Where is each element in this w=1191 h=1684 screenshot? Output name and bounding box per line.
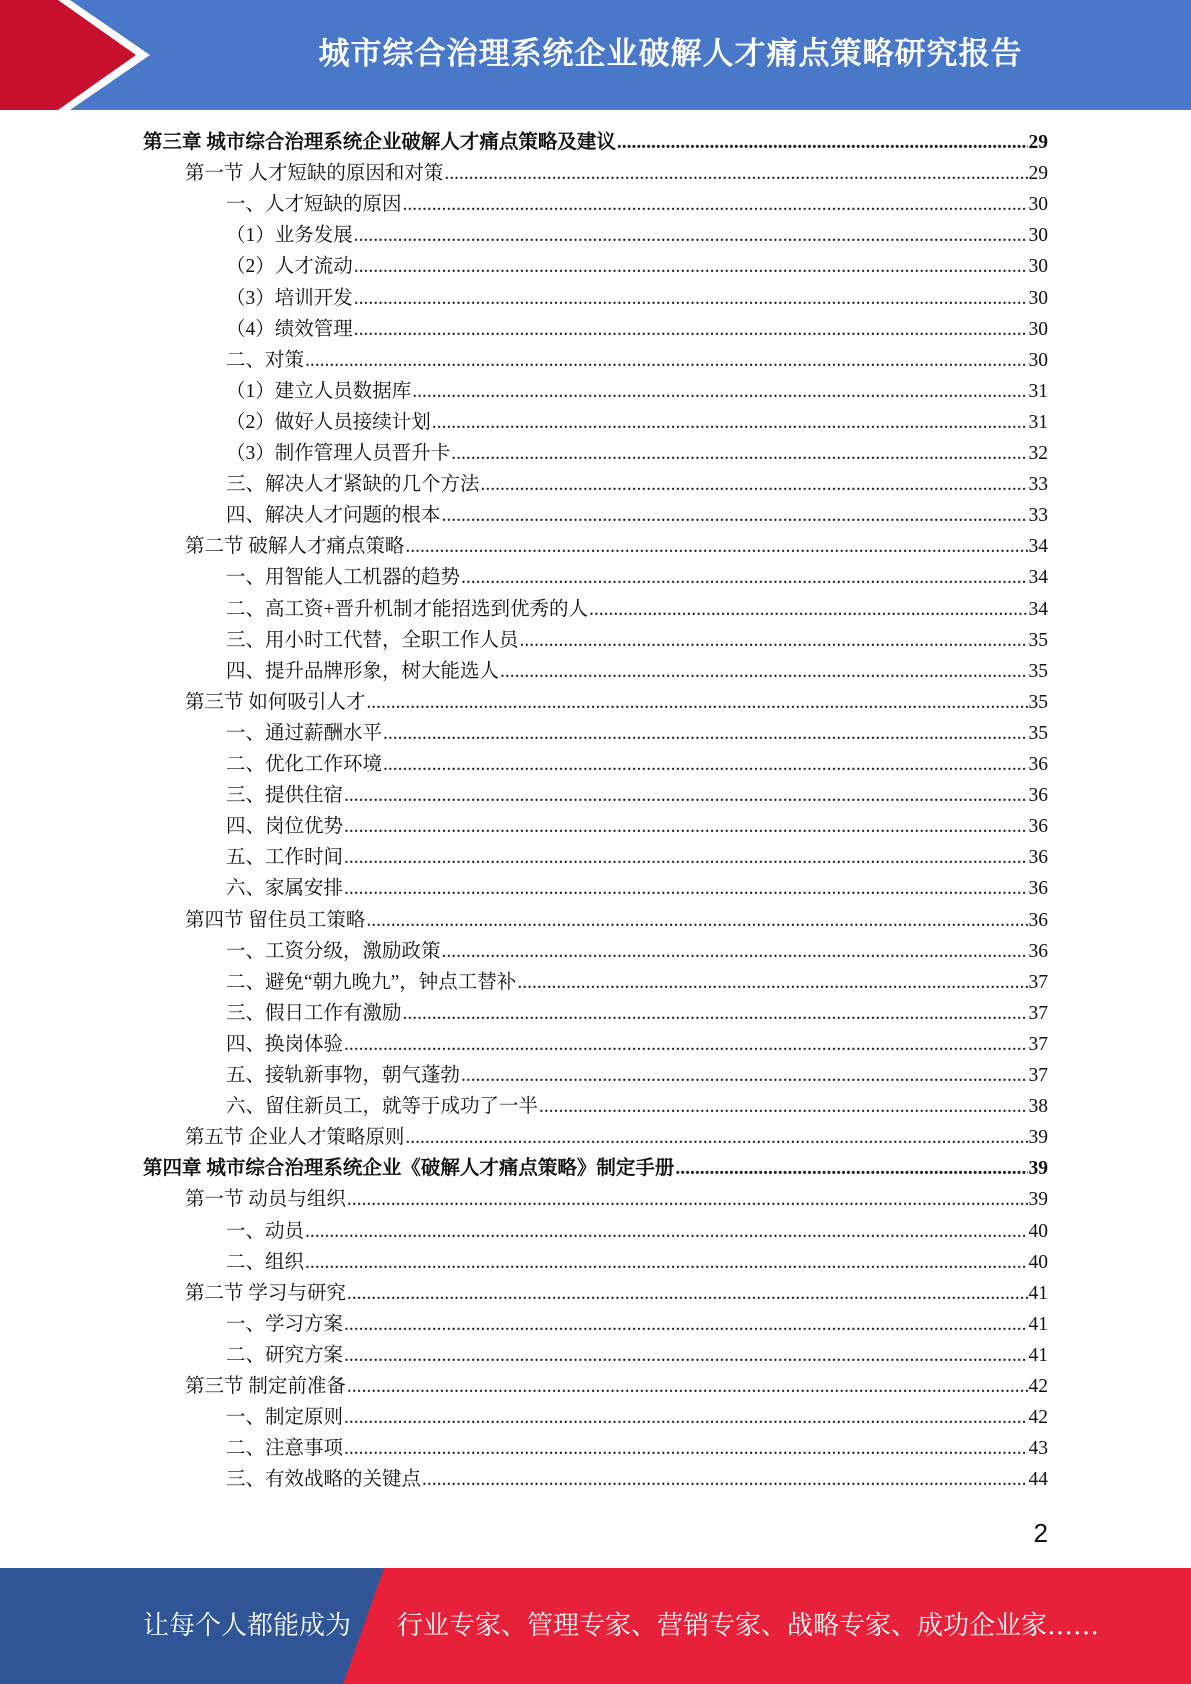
toc-page-number: 29 (1028, 163, 1048, 185)
toc-dot-leader (383, 749, 1027, 780)
toc-entry-title: 一、工资分级，激励政策 (226, 940, 441, 962)
toc-entry-title: 六、留住新员工，就等于成功了一半 (226, 1096, 539, 1118)
toc-page-number: 42 (1028, 1376, 1048, 1397)
toc-dot-leader (405, 531, 1027, 562)
toc-dot-leader (520, 625, 1028, 656)
toc-dot-leader (354, 283, 1028, 314)
toc-page-number: 37 (1028, 971, 1048, 993)
toc-subsection-entry[interactable] (226, 189, 1048, 220)
toc-dot-leader (412, 376, 1027, 407)
toc-page-number: 34 (1028, 536, 1048, 558)
toc-dot-leader (383, 718, 1027, 749)
toc-subsection-entry[interactable] (226, 1464, 1048, 1495)
toc-subsection-entry[interactable] (226, 251, 1048, 282)
toc-section-entry[interactable] (185, 158, 1048, 189)
toc-subsection-entry[interactable] (226, 1340, 1048, 1371)
toc-entry-title: （3）制作管理人员晋升卡 (226, 443, 451, 464)
toc-dot-leader (344, 873, 1027, 904)
toc-page-number: 31 (1028, 411, 1048, 433)
toc-entry-title: 第三章 城市综合治理系统企业破解人才痛点策略及建议 (143, 132, 616, 153)
toc-page-number: 30 (1028, 194, 1048, 216)
toc-subsection-entry[interactable] (226, 656, 1048, 687)
footer-slogan-left: 让每个人都能成为 (143, 1611, 352, 1641)
toc-subsection-entry[interactable] (226, 438, 1048, 469)
toc-dot-leader (344, 1402, 1027, 1433)
toc-page-number: 41 (1028, 1313, 1048, 1335)
toc-subsection-entry[interactable] (226, 469, 1048, 500)
toc-dot-leader (500, 656, 1027, 687)
toc-dot-leader (444, 158, 1027, 189)
toc-page-number: 36 (1028, 909, 1048, 931)
toc-section-entry[interactable] (185, 1184, 1048, 1215)
toc-page-number: 39 (1028, 1158, 1048, 1180)
page-header (0, 0, 1191, 110)
toc-entry-title: 四、岗位优势 (226, 816, 344, 838)
toc-subsection-entry[interactable] (226, 625, 1048, 656)
toc-dot-leader (539, 1091, 1027, 1122)
toc-dot-leader (344, 1309, 1027, 1340)
toc-entry-title: 五、工作时间 (226, 847, 344, 869)
toc-page-number: 31 (1028, 380, 1048, 402)
toc-entry-title: 二、研究方案 (226, 1344, 344, 1366)
toc-entry-title: （4）绩效管理 (226, 318, 353, 340)
toc-entry-title: 一、制定原则 (226, 1407, 344, 1429)
toc-entry-title: 四、解决人才问题的根本 (226, 505, 441, 527)
toc-subsection-entry[interactable] (226, 936, 1048, 967)
toc-subsection-entry[interactable] (226, 1216, 1048, 1247)
toc-entry-title: 二、注意事项 (226, 1438, 344, 1460)
toc-dot-leader (405, 1122, 1027, 1153)
toc-entry-title: （1）业务发展 (226, 225, 353, 247)
toc-dot-leader (354, 314, 1028, 345)
toc-dot-leader (432, 407, 1028, 438)
toc-page-number: 36 (1028, 878, 1048, 900)
toc-section-entry[interactable] (185, 905, 1048, 936)
toc-page-number: 36 (1028, 785, 1048, 807)
toc-dot-leader (403, 189, 1028, 220)
toc-entry-title: 一、通过薪酬水平 (226, 722, 383, 744)
toc-chapter-entry[interactable] (143, 127, 1048, 158)
toc-entry-title: 四、换岗体验 (226, 1033, 344, 1055)
toc-subsection-entry[interactable] (226, 594, 1048, 625)
toc-entry-title: 第三节 制定前准备 (185, 1376, 346, 1397)
toc-page-number: 41 (1028, 1344, 1048, 1366)
toc-subsection-entry[interactable] (226, 500, 1048, 531)
toc-entry-title: 六、家属安排 (226, 878, 344, 900)
toc-dot-leader (344, 1340, 1027, 1371)
toc-subsection-entry[interactable] (226, 873, 1048, 904)
toc-page-number: 41 (1028, 1282, 1048, 1304)
document-title: 城市综合治理系统企业破解人才痛点策略研究报告 (318, 35, 1023, 72)
toc-page-number: 35 (1028, 722, 1048, 744)
toc-dot-leader (344, 780, 1027, 811)
toc-dot-leader (305, 345, 1027, 376)
toc-dot-leader (344, 1029, 1027, 1060)
toc-dot-leader (347, 1371, 1028, 1402)
toc-subsection-entry[interactable] (226, 407, 1048, 438)
toc-entry-title: 二、避免“朝九晚九”，钟点工替补 (226, 971, 517, 993)
toc-page-number: 40 (1028, 1251, 1048, 1273)
toc-subsection-entry[interactable] (226, 1029, 1048, 1060)
toc-section-entry[interactable] (185, 1371, 1048, 1402)
toc-entry-title: 第五节 企业人才策略原则 (185, 1127, 405, 1149)
toc-dot-leader (617, 127, 1028, 158)
toc-subsection-entry[interactable] (226, 1309, 1048, 1340)
toc-section-entry[interactable] (185, 531, 1048, 562)
toc-page-number: 36 (1028, 940, 1048, 962)
toc-section-entry[interactable] (185, 1278, 1048, 1309)
toc-page-number: 39 (1028, 1127, 1048, 1149)
toc-entry-title: （3）培训开发 (226, 287, 353, 309)
toc-entry-title: 三、提供住宿 (226, 785, 344, 807)
toc-subsection-entry[interactable] (226, 376, 1048, 407)
toc-page-number: 30 (1028, 225, 1048, 247)
toc-dot-leader (461, 1060, 1027, 1091)
toc-chapter-entry[interactable] (143, 1153, 1048, 1184)
toc-subsection-entry[interactable] (226, 811, 1048, 842)
toc-page-number: 36 (1028, 754, 1048, 775)
toc-page-number: 29 (1028, 132, 1048, 153)
toc-page-number: 30 (1028, 287, 1048, 309)
toc-subsection-entry[interactable] (226, 1402, 1048, 1433)
toc-page-number: 35 (1028, 660, 1048, 682)
toc-entry-title: 第二节 破解人才痛点策略 (185, 536, 405, 558)
toc-entry-title: 三、有效战略的关键点 (226, 1469, 422, 1491)
toc-subsection-entry[interactable] (226, 842, 1048, 873)
toc-subsection-entry[interactable] (226, 220, 1048, 251)
toc-dot-leader (461, 562, 1027, 593)
toc-entry-title: 第一节 人才短缺的原因和对策 (185, 163, 444, 185)
toc-entry-title: （2）做好人员接续计划 (226, 411, 431, 433)
toc-subsection-entry[interactable] (226, 1060, 1048, 1091)
toc-section-entry[interactable] (185, 1122, 1048, 1153)
toc-subsection-entry[interactable] (226, 749, 1048, 780)
toc-page-number: 34 (1028, 567, 1048, 589)
page-footer (0, 1568, 1191, 1684)
toc-entry-title: （1）建立人员数据库 (226, 380, 412, 402)
toc-subsection-entry[interactable] (226, 998, 1048, 1029)
toc-subsection-entry[interactable] (226, 314, 1048, 345)
toc-dot-leader (675, 1153, 1027, 1184)
toc-subsection-entry[interactable] (226, 562, 1048, 593)
toc-entry-title: 第二节 学习与研究 (185, 1282, 346, 1304)
toc-entry-title: 三、解决人才紧缺的几个方法 (226, 474, 480, 496)
toc-entry-title: 第一节 动员与组织 (185, 1189, 346, 1211)
toc-entry-title: 二、组织 (226, 1251, 305, 1273)
toc-dot-leader (517, 967, 1027, 998)
toc-entry-title: 四、提升品牌形象，树大能选人 (226, 660, 500, 682)
toc-entry-title: 五、接轨新事物，朝气蓬勃 (226, 1065, 461, 1086)
toc-page-number: 37 (1028, 1065, 1048, 1086)
toc-page-number: 36 (1028, 816, 1048, 838)
toc-dot-leader (344, 811, 1027, 842)
toc-subsection-entry[interactable] (226, 1433, 1048, 1464)
toc-dot-leader (344, 1433, 1027, 1464)
toc-entry-title: 第三节 如何吸引人才 (185, 691, 366, 713)
toc-page-number: 36 (1028, 847, 1048, 869)
page-number: 2 (1033, 1518, 1048, 1548)
toc-page-number: 35 (1028, 629, 1048, 651)
toc-dot-leader (442, 936, 1028, 967)
toc-page-number: 44 (1028, 1469, 1048, 1491)
toc-entry-title: 二、高工资+晋升机制才能招选到优秀的人 (226, 598, 588, 620)
toc-section-entry[interactable] (185, 687, 1048, 718)
toc-entry-title: 第四节 留住员工策略 (185, 909, 366, 931)
toc-page-number: 34 (1028, 598, 1048, 620)
toc-dot-leader (366, 687, 1027, 718)
toc-dot-leader (305, 1216, 1027, 1247)
toc-dot-leader (451, 438, 1027, 469)
toc-entry-title: 三、用小时工代替，全职工作人员 (226, 629, 519, 651)
toc-page-number: 35 (1028, 691, 1048, 713)
toc-entry-title: （2）人才流动 (226, 256, 353, 278)
toc-entry-title: 一、人才短缺的原因 (226, 194, 402, 216)
toc-subsection-entry[interactable] (226, 283, 1048, 314)
toc-dot-leader (403, 998, 1028, 1029)
toc-dot-leader (305, 1247, 1027, 1278)
toc-dot-leader (422, 1464, 1027, 1495)
toc-page-number: 30 (1028, 256, 1048, 278)
toc-dot-leader (481, 469, 1028, 500)
toc-page-number: 40 (1028, 1220, 1048, 1242)
toc-page-number: 43 (1028, 1438, 1048, 1460)
toc-dot-leader (347, 1184, 1028, 1215)
toc-dot-leader (366, 905, 1027, 936)
toc-entry-title: 二、优化工作环境 (226, 754, 383, 775)
toc-subsection-entry[interactable] (226, 967, 1048, 998)
toc-dot-leader (354, 220, 1028, 251)
toc-page-number: 37 (1028, 1002, 1048, 1024)
toc-entry-title: 一、用智能人工机器的趋势 (226, 567, 461, 589)
toc-page-number: 42 (1028, 1407, 1048, 1429)
footer-slogan-right: 行业专家、管理专家、营销专家、战略专家、成功企业家…… (397, 1611, 1100, 1641)
toc-dot-leader (347, 1278, 1028, 1309)
toc-page-number: 37 (1028, 1033, 1048, 1055)
toc-entry-title: 一、学习方案 (226, 1313, 344, 1335)
toc-dot-leader (589, 594, 1028, 625)
toc-subsection-entry[interactable] (226, 718, 1048, 749)
toc-subsection-entry[interactable] (226, 780, 1048, 811)
toc-page-number: 30 (1028, 318, 1048, 340)
toc-page-number: 39 (1028, 1189, 1048, 1211)
toc-entry-title: 二、对策 (226, 349, 305, 371)
toc-subsection-entry[interactable] (226, 1091, 1048, 1122)
toc-dot-leader (344, 842, 1027, 873)
toc-dot-leader (354, 251, 1028, 282)
toc-entry-title: 三、假日工作有激励 (226, 1002, 402, 1024)
toc-dot-leader (442, 500, 1028, 531)
toc-page-number: 30 (1028, 349, 1048, 371)
toc-page-number: 33 (1028, 474, 1048, 496)
toc-subsection-entry[interactable] (226, 1247, 1048, 1278)
toc-page-number: 32 (1028, 443, 1048, 464)
toc-page-number: 38 (1028, 1096, 1048, 1118)
toc-page-number: 33 (1028, 505, 1048, 527)
toc-entry-title: 第四章 城市综合治理系统企业《破解人才痛点策略》制定手册 (143, 1158, 675, 1180)
toc-entry-title: 一、动员 (226, 1220, 305, 1242)
toc-subsection-entry[interactable] (226, 345, 1048, 376)
